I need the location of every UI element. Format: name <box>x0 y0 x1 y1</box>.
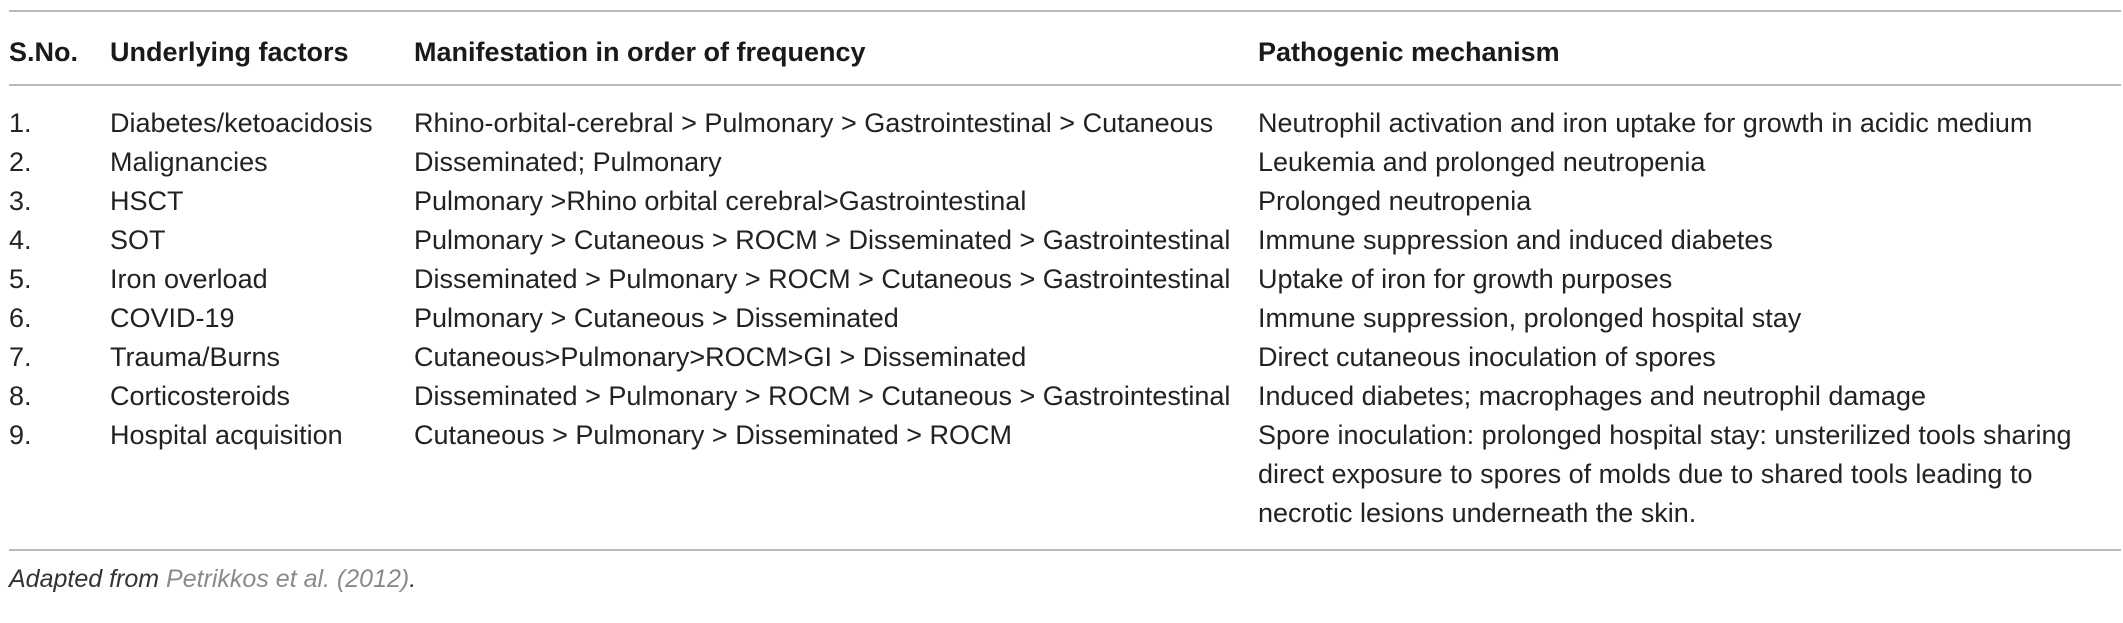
cell-sno: 5. <box>9 264 32 294</box>
cell-underlying-factor: Hospital acquisition <box>110 420 343 450</box>
cell-sno: 2. <box>9 147 32 177</box>
footnote <box>9 565 2121 594</box>
cell-manifestation: Disseminated > Pulmonary > ROCM > Cutaneous > Gastrointestinal <box>414 264 1231 294</box>
cell-sno: 1. <box>9 108 32 138</box>
cell-pathogenic-mechanism: Induced diabetes; macrophages and neutrophil damage <box>1258 381 1926 411</box>
cell-sno: 4. <box>9 225 32 255</box>
cell-pathogenic-mechanism: Prolonged neutropenia <box>1258 186 1532 216</box>
cell-pathogenic-mechanism: Direct cutaneous inoculation of spores <box>1258 342 1716 372</box>
cell-sno: 7. <box>9 342 32 372</box>
header-pathogenic-mechanism: Pathogenic mechanism <box>1258 37 1560 67</box>
cell-manifestation: Cutaneous > Pulmonary > Disseminated > ROCM <box>414 420 1013 450</box>
footnote-citation-link[interactable]: Petrikkos et al. (2012) <box>166 565 410 593</box>
cell-sno: 3. <box>9 186 32 216</box>
table-row <box>9 377 2121 416</box>
header-underlying-factors: Underlying factors <box>110 37 349 67</box>
data-table <box>9 12 2121 549</box>
cell-underlying-factor: SOT <box>110 225 166 255</box>
cell-sno: 6. <box>9 303 32 333</box>
cell-underlying-factor: Diabetes/ketoacidosis <box>110 108 373 138</box>
cell-sno: 9. <box>9 420 32 450</box>
cell-underlying-factor: COVID-19 <box>110 303 235 333</box>
cell-manifestation: Pulmonary >Rhino orbital cerebral>Gastrointestinal <box>414 186 1027 216</box>
table-row <box>9 182 2121 221</box>
cell-underlying-factor: Malignancies <box>110 147 268 177</box>
cell-manifestation: Cutaneous>Pulmonary>ROCM>GI > Disseminated <box>414 342 1027 372</box>
cell-underlying-factor: Iron overload <box>110 264 268 294</box>
cell-underlying-factor: Trauma/Burns <box>110 342 281 372</box>
cell-pathogenic-mechanism: Spore inoculation: prolonged hospital stay: unsterilized tools sharing direct exposure to spores of molds due to shared tools leading to necrotic lesions underneath the skin. <box>1258 420 2072 528</box>
table-row <box>9 221 2121 260</box>
cell-manifestation: Disseminated > Pulmonary > ROCM > Cutaneous > Gastrointestinal <box>414 381 1231 411</box>
table-row <box>9 416 2121 549</box>
footnote-prefix: Adapted from <box>9 565 167 593</box>
header-row <box>9 12 2121 84</box>
cell-pathogenic-mechanism: Immune suppression, prolonged hospital stay <box>1258 303 1802 333</box>
bottom-rule <box>9 549 2121 551</box>
table-row <box>9 86 2121 143</box>
cell-pathogenic-mechanism: Neutrophil activation and iron uptake for growth in acidic medium <box>1258 108 2033 138</box>
cell-manifestation: Pulmonary > Cutaneous > Disseminated <box>414 303 899 333</box>
table-row <box>9 299 2121 338</box>
cell-underlying-factor: HSCT <box>110 186 184 216</box>
header-manifestation: Manifestation in order of frequency <box>414 37 866 67</box>
table-row <box>9 260 2121 299</box>
cell-sno: 8. <box>9 381 32 411</box>
cell-pathogenic-mechanism: Leukemia and prolonged neutropenia <box>1258 147 1706 177</box>
cell-underlying-factor: Corticosteroids <box>110 381 291 411</box>
table-body <box>9 86 2121 549</box>
table-container <box>9 10 2121 594</box>
footnote-suffix: . <box>409 565 417 593</box>
cell-manifestation: Pulmonary > Cutaneous > ROCM > Disseminated > Gastrointestinal <box>414 225 1231 255</box>
table-row <box>9 143 2121 182</box>
table-row <box>9 338 2121 377</box>
cell-manifestation: Rhino-orbital-cerebral > Pulmonary > Gastrointestinal > Cutaneous <box>414 108 1214 138</box>
cell-manifestation: Disseminated; Pulmonary <box>414 147 722 177</box>
header-sno: S.No. <box>9 37 79 67</box>
cell-pathogenic-mechanism: Uptake of iron for growth purposes <box>1258 264 1673 294</box>
cell-pathogenic-mechanism: Immune suppression and induced diabetes <box>1258 225 1773 255</box>
